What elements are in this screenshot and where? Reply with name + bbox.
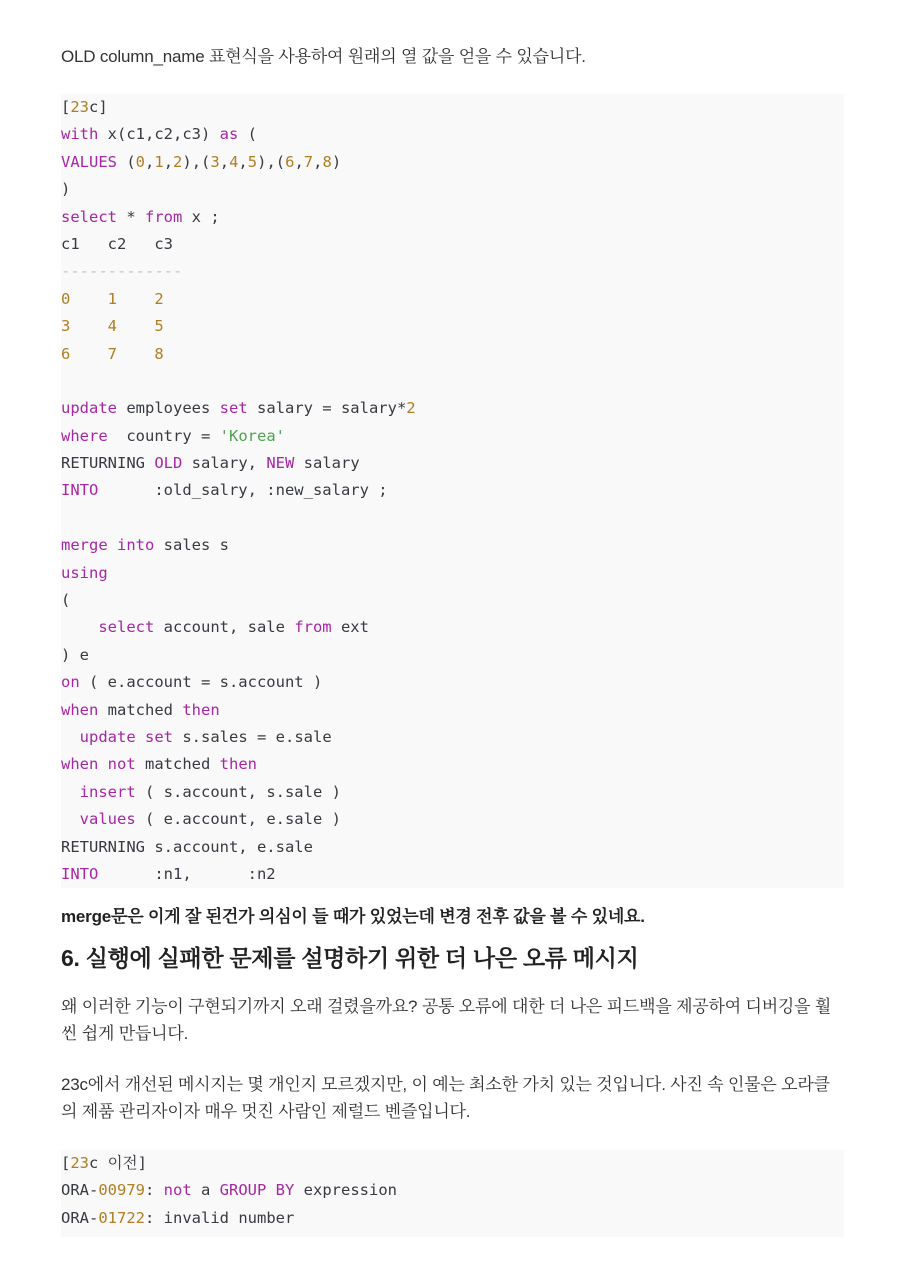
code-line — [61, 176, 844, 203]
code-line — [61, 697, 844, 724]
code-token-number: 2 — [406, 399, 416, 418]
code-token-text: c] — [89, 98, 108, 116]
code-token-text — [61, 618, 98, 636]
code-line — [61, 532, 844, 559]
code-token-text: sales s — [154, 536, 229, 555]
code-block-ora-errors — [61, 1150, 844, 1237]
code-line — [61, 751, 844, 778]
code-token-keyword: not — [163, 1181, 192, 1200]
code-token-keyword: values — [79, 810, 136, 829]
code-token-keyword: OLD — [154, 454, 183, 473]
code-token-text: :old_salry, :new_salary ; — [98, 481, 388, 500]
code-token-number: 3 4 5 — [61, 317, 164, 336]
code-token-text: , — [163, 152, 174, 171]
code-token-keyword: when — [61, 700, 99, 719]
code-line — [61, 121, 844, 148]
code-line — [61, 642, 844, 669]
code-token-keyword: update — [79, 727, 136, 746]
code-token-text: , — [294, 152, 304, 171]
code-line — [61, 341, 844, 368]
code-token-text: ),( — [257, 152, 286, 171]
code-token-text: matched — [135, 755, 220, 774]
code-token-text: ) e — [61, 645, 89, 664]
code-token-text: ( e.account, e.sale ) — [135, 810, 341, 829]
code-token-text: , — [238, 152, 248, 171]
code-token-text — [61, 810, 80, 828]
code-line — [61, 614, 844, 641]
code-line — [61, 258, 844, 285]
code-line — [61, 286, 844, 313]
code-line — [61, 861, 844, 888]
code-line — [61, 779, 844, 806]
code-line — [61, 1177, 844, 1204]
paragraph-improved-messages: 23c에서 개선된 메시지는 몇 개인지 모르겠지만, 이 예는 최소한 가치 있는 것입니다. 사진 속 인물은 오라클의 제품 관리자이자 매우 멋진 사람인 제럴드 벤즐입니다. — [61, 1075, 830, 1121]
code-line — [61, 1205, 844, 1232]
code-token-number: 6 7 8 — [61, 344, 164, 363]
code-line — [61, 587, 844, 614]
code-token-text: ORA- — [61, 1181, 99, 1200]
code-line — [61, 204, 844, 231]
code-token-text: ( — [117, 152, 136, 171]
code-token-number: 8 — [322, 152, 332, 171]
code-line — [61, 669, 844, 696]
code-token-text — [108, 536, 117, 554]
code-token-text: ( — [238, 125, 257, 144]
code-token-text: salary = salary* — [247, 399, 407, 418]
code-line — [61, 423, 844, 450]
code-token-text: ( s.account, s.sale ) — [135, 782, 341, 801]
code-token-text: , — [219, 152, 230, 171]
code-token-text: s.sales = e.sale — [173, 727, 332, 746]
code-token-string: 'Korea' — [219, 426, 285, 445]
code-token-number: 2 — [173, 152, 183, 171]
code-line — [61, 834, 844, 861]
code-token-text: expression — [294, 1181, 397, 1200]
code-token-keyword: VALUES — [61, 152, 117, 171]
code-token-text: country = — [107, 426, 220, 445]
code-token-text: , — [145, 152, 155, 171]
code-block-sql-returning — [61, 94, 844, 888]
code-line — [61, 231, 844, 258]
code-line — [61, 806, 844, 833]
code-line — [61, 368, 844, 395]
code-token-number: 1 — [154, 152, 164, 171]
code-token-keyword: NEW — [266, 454, 295, 473]
code-token-keyword: not — [107, 755, 136, 774]
code-token-number: 5 — [247, 152, 258, 171]
code-token-text: ) — [331, 152, 342, 171]
code-token-keyword: into — [117, 536, 155, 555]
code-token-keyword: INTO — [61, 864, 99, 883]
code-token-number: 01722 — [98, 1208, 145, 1227]
code-token-number: 23 — [70, 98, 90, 116]
code-token-text: ( e.account = s.account ) — [79, 673, 323, 692]
code-token-keyword: then — [219, 755, 257, 774]
merge-note: merge문은 이게 잘 된건가 의심이 들 때가 있었는데 변경 전후 값을 볼 수 있네요. — [61, 907, 645, 926]
code-token-text: ) — [61, 180, 71, 199]
paragraph-debugging: 왜 이러한 기능이 구현되기까지 오래 걸렸을까요? 공통 오류에 대한 더 나은 피드백을 제공하여 디버깅을 훨씬 쉽게 만듭니다. — [61, 997, 832, 1043]
code-line — [61, 450, 844, 477]
code-token-text: : — [145, 1181, 164, 1200]
code-token-keyword: merge — [61, 536, 108, 555]
code-token-keyword: where — [61, 426, 108, 445]
code-token-text: salary — [294, 454, 360, 473]
code-token-text: ORA- — [61, 1208, 99, 1227]
code-line — [61, 149, 844, 176]
code-line — [61, 505, 844, 532]
code-token-text: * — [117, 207, 145, 226]
code-token-number: 0 — [135, 152, 146, 171]
code-token-text: x(c1,c2,c3) — [98, 125, 220, 144]
code-token-text: ext — [331, 618, 369, 637]
code-token-keyword: using — [61, 563, 108, 582]
code-line — [61, 1150, 844, 1177]
code-token-keyword: then — [182, 700, 220, 719]
code-token-text: a — [191, 1181, 220, 1200]
section-heading: 6. 실행에 실패한 문제를 설명하기 위한 더 나은 오류 메시지 — [61, 945, 639, 971]
code-token-keyword: insert — [79, 782, 136, 801]
code-line — [61, 724, 844, 751]
code-line — [61, 395, 844, 422]
code-token-number: 0 1 2 — [61, 289, 164, 308]
code-token-text: employees — [117, 399, 220, 418]
code-token-text: matched — [98, 700, 183, 719]
code-token-text: ),( — [182, 152, 211, 171]
code-token-keyword: as — [219, 125, 239, 144]
code-token-keyword: update — [61, 399, 117, 418]
code-token-keyword: when — [61, 755, 99, 774]
code-line — [61, 560, 844, 587]
code-token-text: c1 c2 c3 — [61, 234, 173, 253]
code-line — [61, 477, 844, 504]
code-token-number: 7 — [303, 152, 314, 171]
code-token-keyword: select — [98, 618, 155, 637]
code-line — [61, 94, 844, 121]
code-token-text: , — [313, 152, 323, 171]
intro-text: OLD column_name 표현식을 사용하여 원래의 열 값을 얻을 수 있습니다. — [61, 47, 586, 66]
code-token-text — [61, 728, 80, 746]
code-token-keyword: GROUP BY — [219, 1181, 295, 1200]
code-token-number: 6 — [285, 152, 295, 171]
code-line — [61, 313, 844, 340]
code-token-text — [61, 783, 80, 801]
code-token-keyword: set — [219, 399, 248, 418]
code-token-text: salary, — [182, 454, 267, 473]
code-token-keyword: on — [61, 673, 80, 692]
code-token-keyword: with — [61, 125, 99, 144]
code-token-text — [136, 728, 145, 746]
code-token-keyword: set — [145, 727, 174, 746]
code-token-text: RETURNING s.account, e.sale — [61, 837, 313, 856]
code-token-text: [ — [61, 1154, 71, 1172]
code-token-text: :n1, :n2 — [98, 864, 276, 883]
code-token-text: ( — [61, 591, 71, 610]
code-token-number: 23 — [70, 1154, 90, 1172]
code-token-text: account, sale — [154, 618, 295, 637]
code-token-text: : invalid number — [145, 1208, 295, 1227]
code-token-text — [98, 755, 107, 773]
code-token-keyword: INTO — [61, 481, 99, 500]
code-token-text: [ — [61, 98, 71, 116]
code-token-text: c 이전] — [89, 1154, 147, 1172]
code-token-number: 00979 — [98, 1181, 145, 1200]
code-token-number: 3 — [210, 152, 220, 171]
code-token-number: 4 — [229, 152, 239, 171]
code-token-keyword: select — [61, 207, 117, 226]
code-token-text: RETURNING — [61, 454, 155, 473]
code-token-text: x ; — [182, 207, 220, 226]
code-token-keyword: from — [145, 207, 183, 226]
code-token-keyword: from — [294, 618, 332, 637]
code-token-separator: ------------- — [61, 262, 183, 281]
